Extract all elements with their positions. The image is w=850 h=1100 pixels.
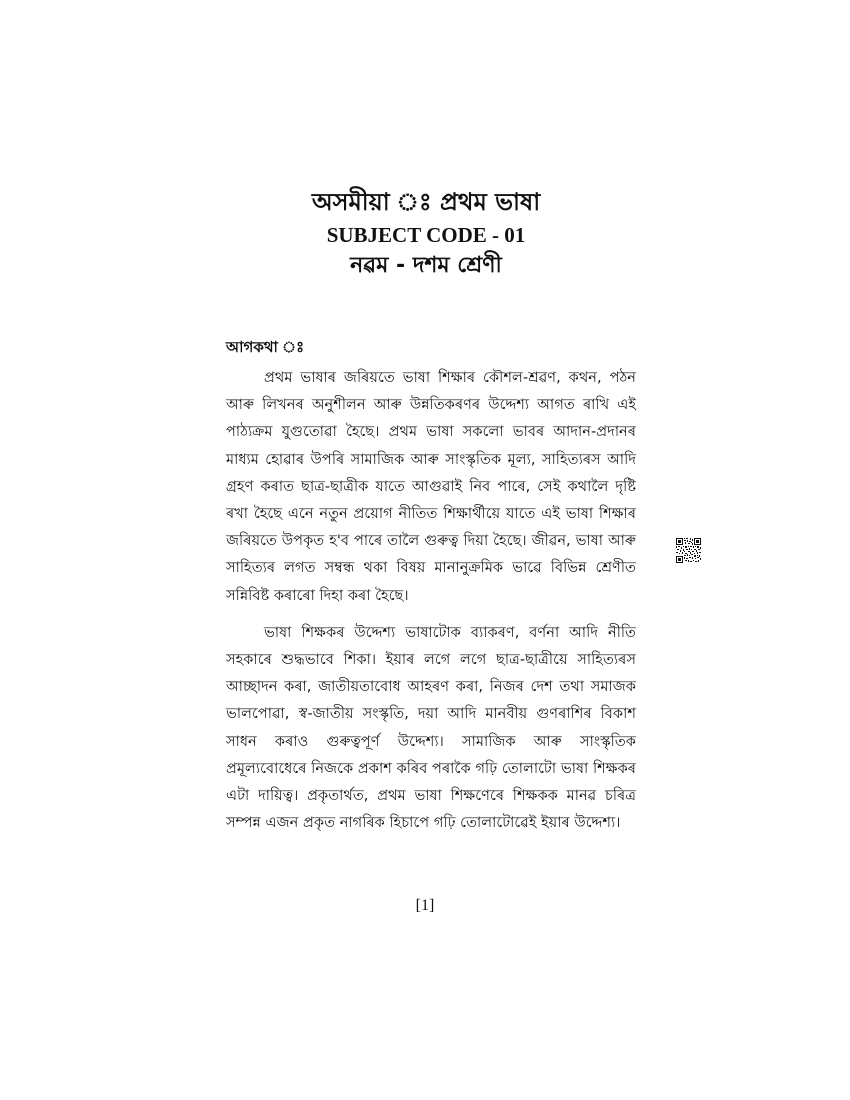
intro-paragraph-1: প্ৰথম ভাষাৰ জৰিয়তে ভাষা শিক্ষাৰ কৌশল-শ্ৰৱণ, কথন, পঠন আৰু লিখনৰ অনুশীলন আৰু উন্নতিকৰণৰ উদ্দেশ্য আগত ৰাখি এই পাঠ্যক্ৰম যুগুতোৱা হৈছে। প্ৰথম ভাষা সকলো ভাবৰ আদান-প্ৰদানৰ মাধ্যম হোৱাৰ উপৰি সামাজিক আৰু সাংস্কৃতিক মূল্য, সাহিত্যৰস আদি গ্ৰহণ কৰাত ছাত্ৰ-ছাত্ৰীক যাতে আগুৱাই নিব পাৰে, সেই কথালৈ দৃষ্টি ৰখা হৈছে এনে নতুন প্ৰয়োগ নীতিত শিক্ষাৰ্থীয়ে যাতে এই ভাষা শিক্ষাৰ জৰিয়তে উপকৃত হ'ব পাৰে তালৈ গুৰুত্ব দিয়া হৈছে। জীৱন, ভাষা আৰু সাহিত্যৰ লগত সম্বন্ধ থকা বিষয় মানানুক্ৰমিক ভাৱে বিভিন্ন শ্ৰেণীত সন্নিবিষ্ট কৰাৰো দিহা কৰা হৈছে। bbox=[226, 369, 636, 604]
grade-label: নৱম - দশম শ্ৰেণী bbox=[350, 253, 502, 278]
page-number: [1] bbox=[415, 897, 435, 914]
title-block bbox=[226, 186, 626, 282]
intro-paragraph-2: ভাষা শিক্ষকৰ উদ্দেশ্য ভাষাটোক ব্যাকৰণ, বৰ্ণনা আদি নীতি সহকাৰে শুদ্ধভাবে শিকা। ইয়াৰ লগে লগে ছাত্ৰ-ছাত্ৰীয়ে সাহিত্যৰস আচ্ছাদন কৰা, জাতীয়তাবোধ আহৰণ কৰা, নিজৰ দেশ তথা সমাজক ভালপোৱা, স্ব-জাতীয় সংস্কৃতি, দয়া আদি মানবীয় গুণৰাশিৰ বিকাশ সাধন কৰাও গুৰুত্বপূৰ্ণ উদ্দেশ্য। সামাজিক আৰু সাংস্কৃতিক প্ৰমূল্যবোধেৰে নিজকে প্ৰকাশ কৰিব পৰাকৈ গঢ়ি তোলাটো ভাষা শিক্ষকৰ এটা দায়িত্ব। প্ৰকৃতাৰ্থত, প্ৰথম ভাষা শিক্ষণেৰে শিক্ষকক মানৱ চৰিত্ৰ সম্পন্ন এজন প্ৰকৃত নাগৰিক হিচাপে গঢ়ি তোলাটোৱেই ইয়াৰ উদ্দেশ্য। bbox=[226, 623, 636, 832]
document-title: অসমীয়া ঃ প্ৰথম ভাষা bbox=[311, 188, 541, 216]
page-content bbox=[226, 186, 636, 836]
intro-heading: আগকথা ঃ bbox=[226, 338, 305, 356]
subject-code: SUBJECT CODE - 01 bbox=[326, 223, 526, 247]
qr-code-icon bbox=[676, 538, 701, 563]
